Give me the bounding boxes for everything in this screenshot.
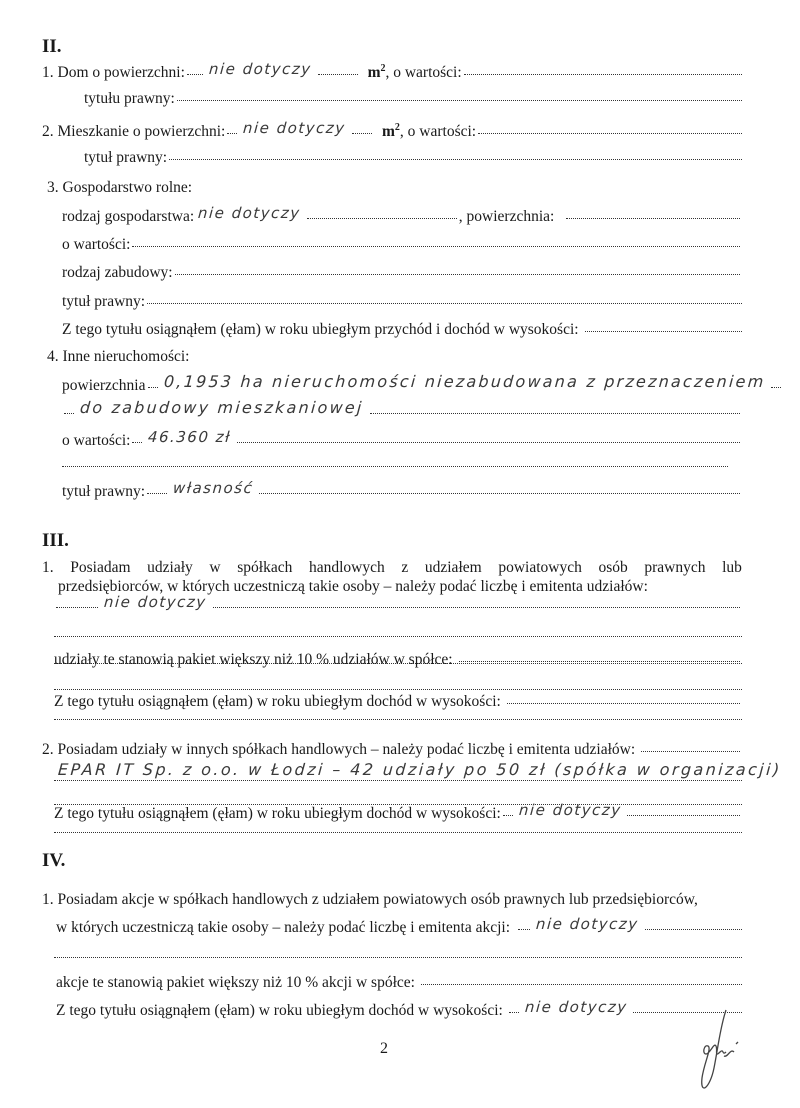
farm-value-field[interactable] <box>132 246 740 247</box>
farm-type-row <box>62 204 742 226</box>
house-value-label: , o wartości: <box>385 64 462 82</box>
shares-label-line2: przedsiębiorców, w których uczestniczą takie osoby – należy podać liczbę i emitenta udziałów: <box>58 578 648 595</box>
other-area-row <box>62 372 766 395</box>
shares-income-row <box>54 693 742 711</box>
shares-income-extra-field[interactable] <box>54 719 742 720</box>
shares-value-row <box>54 593 742 614</box>
flat-area-value[interactable]: nie dotyczy <box>242 119 347 138</box>
signature-mark <box>690 1008 760 1098</box>
farm-value-label: o wartości: <box>62 236 131 253</box>
other-shares-income-row <box>54 801 742 823</box>
shares-package-label: udziały te stanowią pakiet większy niż 10 % udziałów w spółce: <box>54 651 453 668</box>
stocks-value[interactable]: nie dotyczy <box>535 915 640 933</box>
other-shares-income-extra-field[interactable] <box>54 832 742 833</box>
other-title-row <box>62 479 742 501</box>
other-shares-income-value[interactable]: nie dotyczy <box>518 801 623 819</box>
section-iv-heading: IV. <box>42 850 66 871</box>
shares-package-row <box>54 651 742 669</box>
stocks-package-row <box>56 974 744 992</box>
section-iii-heading: III. <box>42 530 69 551</box>
farm-building-label: rodzaj zabudowy: <box>62 264 173 281</box>
other-shares-income-label: Z tego tytułu osiągnąłem (ęłam) w roku ubiegłym dochód w wysokości: <box>54 805 501 822</box>
page-number: 2 <box>380 1040 388 1057</box>
other-title-label: tytuł prawny: <box>62 483 146 500</box>
other-title-value[interactable]: własność <box>172 479 255 497</box>
shares-income-field[interactable] <box>507 703 740 704</box>
other-value-label: o wartości: <box>62 432 131 449</box>
stocks-extra-field[interactable] <box>54 957 742 958</box>
farm-income-field[interactable] <box>585 331 742 332</box>
section-ii-heading: II. <box>42 36 62 57</box>
flat-value-field[interactable] <box>478 133 742 134</box>
flat-title-label: tytuł prawny: <box>84 149 168 166</box>
other-area-row-2 <box>62 398 742 420</box>
farm-building-row <box>62 264 742 282</box>
house-title-row <box>84 90 744 108</box>
farm-type-label: rodzaj gospodarstwa: <box>62 208 195 225</box>
stocks-income-value[interactable]: nie dotyczy <box>524 998 629 1016</box>
farm-income-label: Z tego tytułu osiągnąłem (ęłam) w roku ubiegłym przychód i dochód w wysokości: <box>62 321 579 338</box>
other-value-extra-field[interactable] <box>62 466 728 467</box>
other-value-value[interactable]: 46.360 zł <box>147 428 233 446</box>
farm-value-row <box>62 236 742 254</box>
house-value-field[interactable] <box>464 74 742 75</box>
house-label: 1. Dom o powierzchni: <box>42 64 185 82</box>
other-value-row <box>62 428 742 450</box>
house-area-value[interactable]: nie dotyczy <box>208 60 313 79</box>
house-title-label: tytułu prawny: <box>84 90 175 107</box>
house-title-field[interactable] <box>177 100 742 101</box>
flat-label: 2. Mieszkanie o powierzchni: <box>42 123 226 141</box>
other-shares-value-field[interactable] <box>54 780 742 781</box>
farm-title-label: tytuł prawny: <box>62 293 146 310</box>
stocks-label-row <box>56 915 744 937</box>
other-area-value[interactable]: 0,1953 ha nieruchomości niezabudowana z przeznaczeniem <box>162 372 766 391</box>
stocks-label-line1: 1. Posiadam akcje w spółkach handlowych z udziałem powiatowych osób prawnych lub przedsiębiorców, <box>42 891 698 908</box>
shares-label-line1: 1. Posiadam udziały w spółkach handlowych z udziałem powiatowych osób prawnych lub <box>42 559 742 576</box>
farm-title-row <box>62 293 744 311</box>
farm-area-label: , powierzchnia: <box>458 208 555 225</box>
farm-label: 3. Gospodarstwo rolne: <box>47 179 193 196</box>
flat-unit: $m^2$ <box>382 122 400 141</box>
house-row <box>42 60 744 82</box>
stocks-label-line2: w których uczestniczą takie osoby – należy podać liczbę i emitenta akcji: <box>56 919 511 936</box>
flat-title-row <box>84 149 744 167</box>
farm-title-field[interactable] <box>147 303 742 304</box>
shares-package-extra-field[interactable] <box>54 689 742 690</box>
stocks-package-field[interactable] <box>421 984 742 985</box>
farm-income-row <box>62 321 744 339</box>
house-unit: $m^2$ <box>367 63 386 82</box>
shares-income-label: Z tego tytułu osiągnąłem (ęłam) w roku ubiegłym dochód w wysokości: <box>54 693 501 710</box>
stocks-income-row <box>56 998 744 1020</box>
farm-building-field[interactable] <box>175 274 740 275</box>
other-area-value-cont[interactable]: do zabudowy mieszkaniowej <box>79 398 365 417</box>
shares-package-field[interactable] <box>459 661 740 662</box>
flat-title-field[interactable] <box>169 159 742 160</box>
farm-area-field[interactable] <box>566 218 740 219</box>
other-shares-label-field[interactable] <box>641 751 740 752</box>
shares-value[interactable]: nie dotyczy <box>103 593 208 611</box>
stocks-package-label: akcje te stanowią pakiet większy niż 10 % akcji w spółce: <box>56 974 415 991</box>
other-shares-label: 2. Posiadam udziały w innych spółkach handlowych – należy podać liczbę i emitenta udziałów: <box>42 741 636 758</box>
stocks-income-label: Z tego tytułu osiągnąłem (ęłam) w roku ubiegłym dochód w wysokości: <box>56 1002 503 1019</box>
other-shares-value[interactable]: EPAR IT Sp. z o.o. w Łodzi – 42 udziały po 50 zł (spółka w organizacji) <box>57 760 783 779</box>
flat-value-label: , o wartości: <box>399 123 477 141</box>
other-property-label: 4. Inne nieruchomości: <box>47 348 190 365</box>
other-area-label: powierzchnia <box>62 377 146 394</box>
farm-type-value[interactable]: nie dotyczy <box>197 204 302 222</box>
flat-row <box>42 119 744 141</box>
other-shares-row <box>42 741 742 759</box>
shares-extra-field-1[interactable] <box>54 636 742 637</box>
